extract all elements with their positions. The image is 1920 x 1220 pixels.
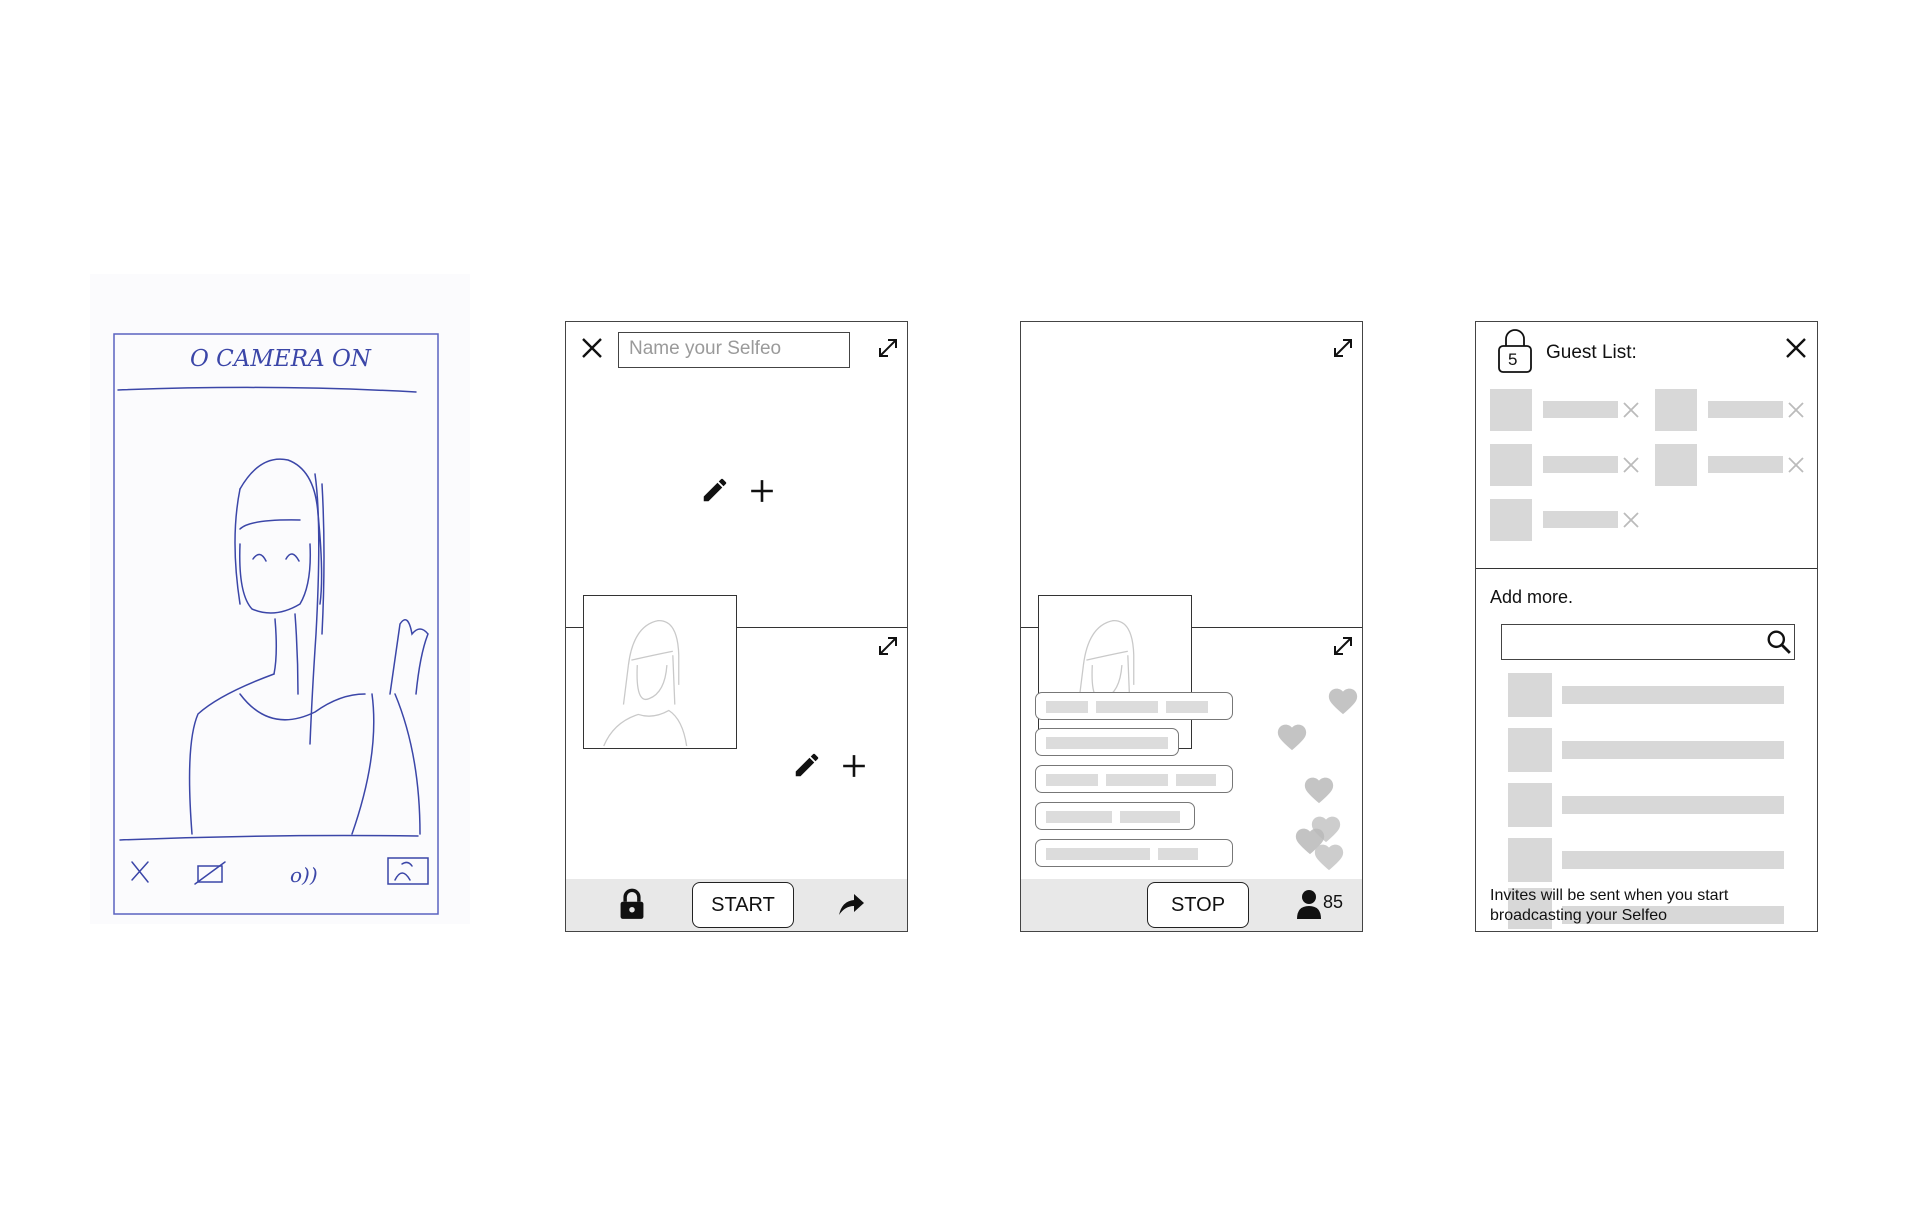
add-more-label: Add more. — [1490, 587, 1574, 607]
chat-bubble — [1035, 802, 1195, 830]
start-button[interactable]: START — [692, 882, 794, 928]
guest-avatar — [1490, 499, 1532, 541]
guest-name — [1543, 456, 1618, 473]
close-icon[interactable] — [580, 336, 604, 360]
invite-note-line1: Invites will be sent when you start — [1490, 887, 1729, 904]
expand-icon[interactable] — [1331, 634, 1355, 658]
result-name — [1562, 796, 1784, 814]
heart-icon — [1302, 773, 1336, 805]
heart-icon — [1326, 684, 1360, 716]
viewer-count: 85 — [1323, 892, 1344, 912]
live-screen — [1020, 321, 1363, 932]
guest-name — [1543, 511, 1618, 528]
guest-avatar — [1490, 444, 1532, 486]
badge-count: 5 — [1508, 350, 1518, 369]
sketch-close-icon — [132, 862, 148, 882]
result-avatar — [1508, 673, 1552, 717]
expand-icon[interactable] — [1331, 336, 1355, 360]
heart-icon — [1312, 840, 1346, 872]
plus-icon[interactable] — [749, 478, 775, 504]
chat-bubble — [1035, 692, 1233, 720]
result-avatar — [1508, 783, 1552, 827]
section-divider — [1476, 568, 1817, 569]
heart-icon — [1275, 720, 1309, 752]
invite-note-line2: broadcasting your Selfeo — [1490, 907, 1667, 924]
guest-avatar — [1655, 444, 1697, 486]
guest-name — [1708, 401, 1783, 418]
sketch-gallery-icon — [388, 858, 428, 884]
bottom-toolbar — [1021, 879, 1362, 931]
lock-icon[interactable] — [618, 888, 646, 920]
share-icon[interactable] — [836, 891, 866, 917]
guest-list-screen — [1475, 321, 1818, 932]
selfie-preview — [1038, 595, 1192, 749]
chat-bubble — [1035, 728, 1179, 756]
sketch-camera-off-icon — [195, 862, 225, 884]
guest-list-title: Guest List: — [1546, 342, 1637, 363]
plus-icon[interactable] — [841, 753, 867, 779]
private-badge — [1496, 328, 1534, 374]
pencil-icon[interactable] — [792, 750, 822, 780]
remove-x-icon[interactable] — [1622, 456, 1640, 474]
result-avatar — [1508, 838, 1552, 882]
camera-sketch — [90, 274, 470, 924]
expand-icon[interactable] — [876, 336, 900, 360]
remove-x-icon[interactable] — [1787, 401, 1805, 419]
invite-note — [1490, 886, 1728, 926]
expand-icon[interactable] — [876, 634, 900, 658]
result-name — [1562, 851, 1784, 869]
search-icon[interactable] — [1766, 629, 1792, 655]
sketch-audio-icon — [290, 863, 318, 887]
remove-x-icon[interactable] — [1622, 511, 1640, 529]
guest-avatar — [1490, 389, 1532, 431]
result-name — [1562, 686, 1784, 704]
result-avatar — [1508, 728, 1552, 772]
bottom-toolbar — [566, 879, 907, 931]
svg-text:o)): o)) — [290, 863, 318, 887]
remove-x-icon[interactable] — [1622, 401, 1640, 419]
guest-name — [1543, 401, 1618, 418]
person-icon — [1297, 889, 1321, 919]
selfie-preview — [583, 595, 737, 749]
pencil-icon[interactable] — [700, 475, 730, 505]
guest-search-input[interactable] — [1501, 624, 1795, 660]
close-icon[interactable] — [1784, 336, 1808, 360]
selfeo-name-input[interactable]: Name your Selfeo — [618, 332, 850, 368]
sketch-header: O CAMERA ON — [190, 346, 371, 372]
guest-name — [1708, 456, 1783, 473]
chat-bubble — [1035, 839, 1233, 867]
chat-bubble — [1035, 765, 1233, 793]
remove-x-icon[interactable] — [1787, 456, 1805, 474]
stop-button[interactable]: STOP — [1147, 882, 1249, 928]
guest-avatar — [1655, 389, 1697, 431]
result-name — [1562, 741, 1784, 759]
setup-screen — [565, 321, 908, 932]
